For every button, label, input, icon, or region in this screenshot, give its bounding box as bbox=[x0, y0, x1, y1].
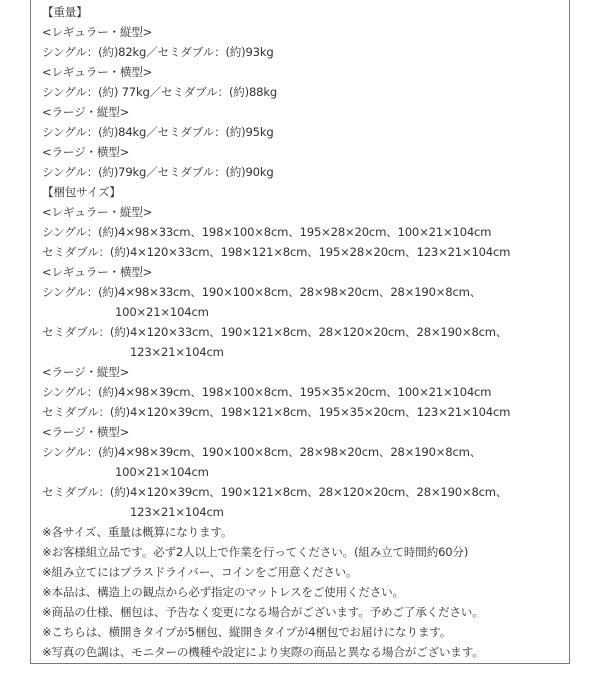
package-semidouble-sizes-continued: 123×21×104cm bbox=[130, 345, 224, 359]
package-type-label: <レギュラー・縦型> bbox=[42, 205, 153, 219]
weight-values: シングル：(約)82kg／セミダブル：(約)93kg bbox=[42, 45, 274, 59]
note-line: ※本品は、構造上の観点から必ず指定のマットレスをご使用ください。 bbox=[42, 585, 404, 599]
note-line: ※お客様組立品です。必ず2人以上で作業を行ってください。(組み立て時間約60分) bbox=[42, 545, 469, 559]
weight-values: シングル：(約) 77kg／セミダブル：(約)88kg bbox=[42, 85, 278, 99]
package-semidouble-sizes: セミダブル：(約)4×120×39cm、190×121×8cm、28×120×20cm、28×190×8cm、 bbox=[42, 485, 508, 499]
package-single-sizes-continued: 100×21×104cm bbox=[115, 305, 209, 319]
note-line: ※各サイズ、重量は概算になります。 bbox=[42, 525, 233, 539]
package-single-sizes-continued: 100×21×104cm bbox=[115, 465, 209, 479]
weight-values: シングル：(約)84kg／セミダブル：(約)95kg bbox=[42, 125, 274, 139]
package-single-sizes: シングル：(約)4×98×33cm、198×100×8cm、195×28×20cm、100×21×104cm bbox=[42, 225, 492, 239]
package-type-label: <ラージ・縦型> bbox=[42, 365, 130, 379]
weight-type-label: <レギュラー・縦型> bbox=[42, 25, 153, 39]
package-semidouble-sizes: セミダブル：(約)4×120×33cm、198×121×8cm、195×28×20cm、123×21×104cm bbox=[42, 245, 511, 259]
package-type-label: <ラージ・横型> bbox=[42, 425, 130, 439]
weight-type-label: <ラージ・横型> bbox=[42, 145, 130, 159]
note-line: ※組み立てにはプラスドライバー、コインをご用意ください。 bbox=[42, 565, 358, 579]
spec-content bbox=[42, 2, 566, 662]
package-semidouble-sizes-continued: 123×21×104cm bbox=[130, 505, 224, 519]
weight-values: シングル：(約)79kg／セミダブル：(約)90kg bbox=[42, 165, 274, 179]
note-line: ※写真の色調は、モニターの機種や設定により実際の商品と異なる場合がございます。 bbox=[42, 645, 484, 659]
package-single-sizes: シングル：(約)4×98×39cm、198×100×8cm、195×35×20cm、100×21×104cm bbox=[42, 385, 492, 399]
package-single-sizes: シングル：(約)4×98×39cm、190×100×8cm、28×98×20cm、28×190×8cm、 bbox=[42, 445, 482, 459]
weight-type-label: <ラージ・縦型> bbox=[42, 105, 130, 119]
package-type-label: <レギュラー・横型> bbox=[42, 265, 153, 279]
note-line: ※こちらは、横開きタイプが5梱包、縦開きタイプが4梱包でお届けになります。 bbox=[42, 625, 452, 639]
package-semidouble-sizes: セミダブル：(約)4×120×33cm、190×121×8cm、28×120×20cm、28×190×8cm、 bbox=[42, 325, 508, 339]
package-heading: 【梱包サイズ】 bbox=[42, 185, 121, 199]
weight-type-label: <レギュラー・横型> bbox=[42, 65, 153, 79]
weight-heading: 【重量】 bbox=[42, 5, 88, 19]
package-single-sizes: シングル：(約)4×98×33cm、190×100×8cm、28×98×20cm、28×190×8cm、 bbox=[42, 285, 482, 299]
package-semidouble-sizes: セミダブル：(約)4×120×39cm、198×121×8cm、195×35×20cm、123×21×104cm bbox=[42, 405, 511, 419]
note-line: ※商品の仕様、梱包は、予告なく変更になる場合がございます。予めご了承ください。 bbox=[42, 605, 484, 619]
